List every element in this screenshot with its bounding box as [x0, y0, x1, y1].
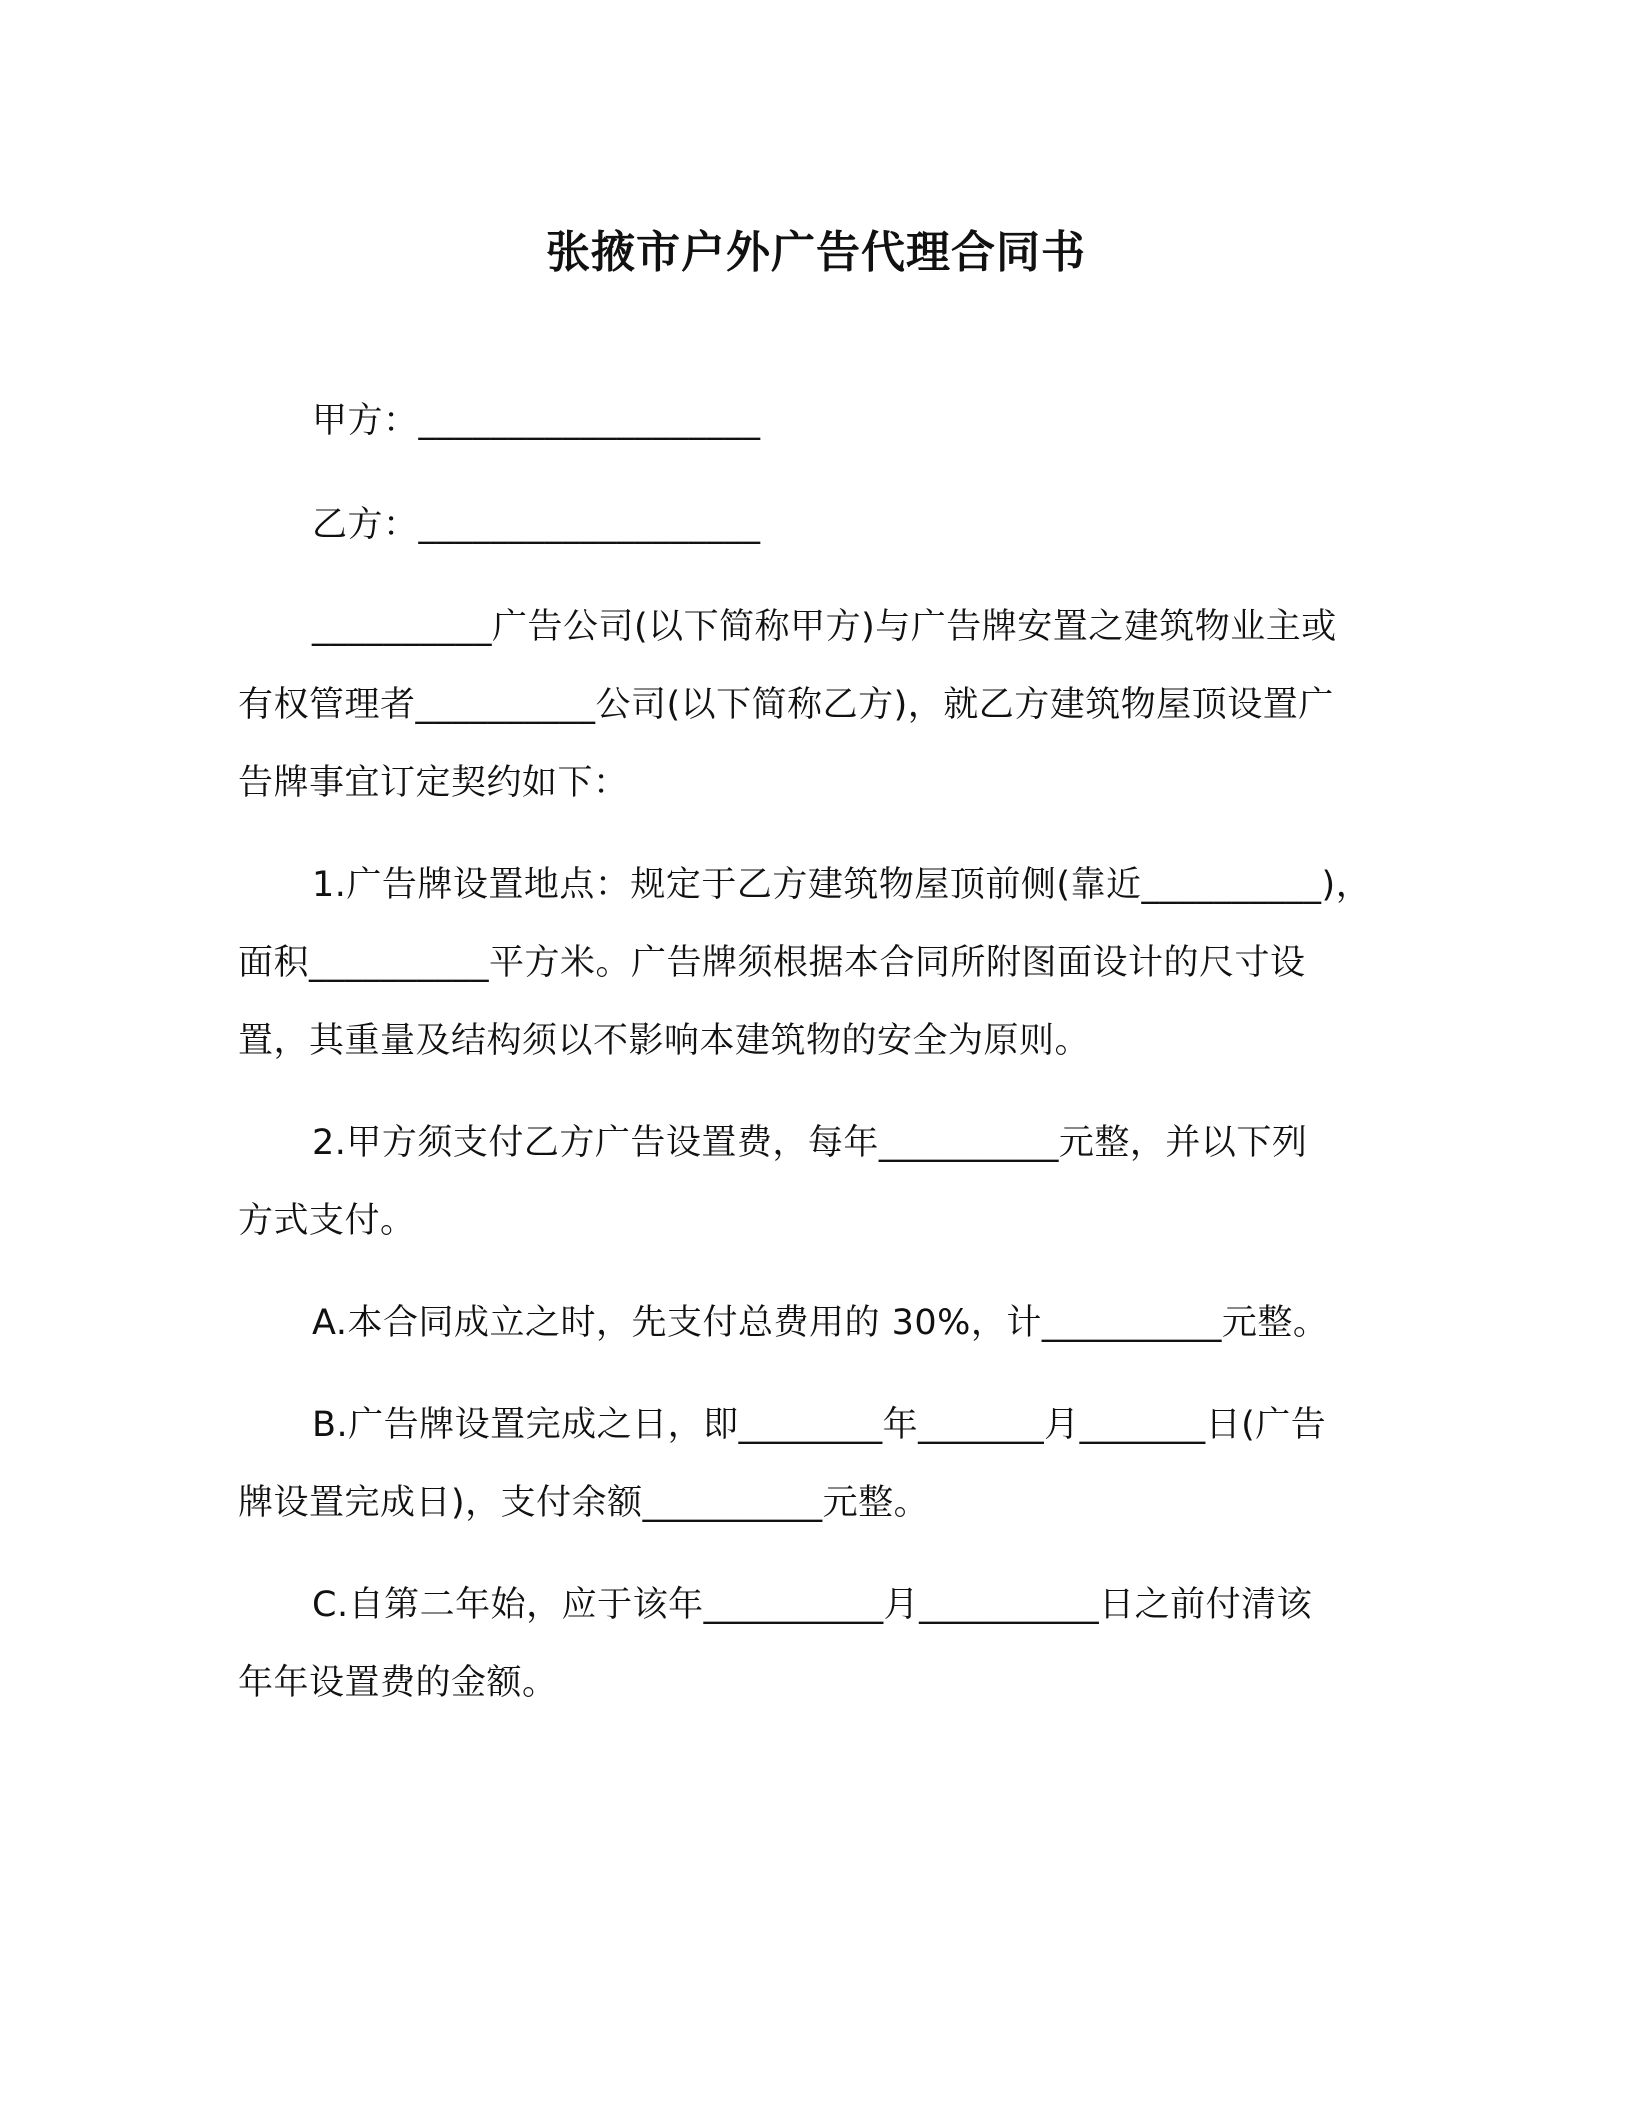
document-title: 张掖市户外广告代理合同书 — [546, 227, 1086, 278]
clause-1-line-1: 1.广告牌设置地点：规定于乙方建筑物屋顶前侧(靠近__________)， — [312, 865, 1372, 905]
clause-a-line-1: A.本合同成立之时，先支付总费用的 30%，计__________元整。 — [312, 1303, 1329, 1343]
clause-1-line-2: 面积__________平方米。广告牌须根据本合同所附图面设计的尺寸设 — [238, 943, 1306, 983]
clause-b-line-1: B.广告牌设置完成之日，即________年_______月_______日(广告 — [312, 1405, 1327, 1445]
clause-1-line-3: 置，其重量及结构须以不影响本建筑物的安全为原则。 — [238, 1021, 1091, 1061]
clause-c-line-2: 年年设置费的金额。 — [238, 1663, 558, 1703]
intro-line-2: 有权管理者__________公司(以下简称乙方)，就乙方建筑物屋顶设置广 — [238, 685, 1334, 725]
party-a-line: 甲方：___________________ — [312, 401, 761, 441]
clause-c-line-1: C.自第二年始，应于该年__________月__________日之前付清该 — [312, 1585, 1313, 1625]
clause-b-line-2: 牌设置完成日)，支付余额__________元整。 — [238, 1483, 930, 1523]
party-b-line: 乙方：___________________ — [312, 505, 761, 545]
intro-line-3: 告牌事宜订定契约如下： — [238, 763, 629, 803]
clause-2-line-1: 2.甲方须支付乙方广告设置费，每年__________元整，并以下列 — [312, 1123, 1308, 1163]
clause-2-line-2: 方式支付。 — [238, 1201, 416, 1241]
intro-line-1: __________广告公司(以下简称甲方)与广告牌安置之建筑物业主或 — [312, 607, 1337, 647]
